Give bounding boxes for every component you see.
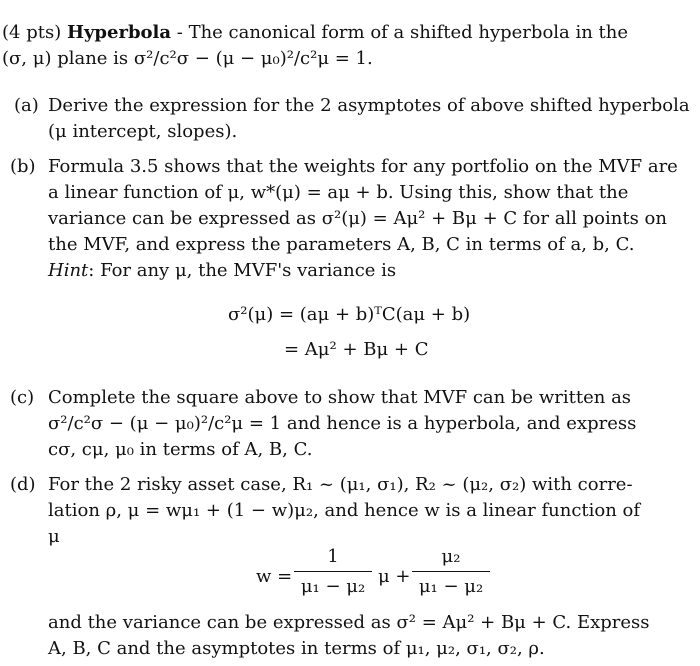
part-b-hint-line [48,260,396,282]
part-b-label: (b) [10,156,36,177]
part-b-equation-2: = Aμ² + Bμ + C [284,339,429,360]
part-b-equation-1: σ²(μ) = (aμ + b)ᵀC(aμ + b) [228,304,471,325]
part-a-label: (a) [14,95,39,116]
points-label: (4 pts) [2,22,62,43]
part-d-line-5: A, B, C and the asymptotes in terms of μ₁, μ₂, σ₁, σ₂, ρ. [48,638,545,659]
part-a-line-1: Derive the expression for the 2 asymptotes of above shifted hyperbola [48,95,690,116]
part-b-line-2: a linear function of μ, w*(μ) = aμ + b. Using this, show that the [48,182,629,203]
problem-header-line-2: (σ, μ) plane is σ²/c²σ − (μ − μ₀)²/c²μ = 1. [2,48,373,69]
part-d-eq-lhs: w = [256,566,293,587]
part-d-line-4: and the variance can be expressed as σ² = Aμ² + Bμ + C. Express [48,612,650,633]
part-c-label: (c) [10,387,35,408]
part-d-line-1: For the 2 risky asset case, R₁ ~ (μ₁, σ₁), R₂ ~ (μ₂, σ₂) with corre- [48,474,633,495]
part-d-eq-numerator-1: 1 [327,546,339,567]
problem-header-line-1 [2,22,628,44]
part-c-line-3: cσ, cμ, μ₀ in terms of A, B, C. [48,439,313,460]
part-b-line-3: variance can be expressed as σ²(μ) = Aμ² + Bμ + C for all points on [48,208,667,229]
part-c-line-2: σ²/c²σ − (μ − μ₀)²/c²μ = 1 and hence is a hyperbola, and express [48,413,637,434]
hint-text: : For any μ, the MVF's variance is [88,260,397,281]
part-d-eq-denominator-1: μ₁ − μ₂ [300,576,366,597]
part-b-line-1: Formula 3.5 shows that the weights for any portfolio on the MVF are [48,156,678,177]
part-d-eq-numerator-2: μ₂ [441,546,461,567]
part-c-line-1: Complete the square above to show that MVF can be written as [48,387,632,408]
part-d-eq-fraction-bar-1 [294,571,372,572]
header-text-1: - The canonical form of a shifted hyperbola in the [171,22,629,43]
part-d-eq-mid: μ + [378,566,411,587]
problem-title: Hyperbola [66,22,172,43]
hint-label: Hint [48,260,89,281]
part-d-label: (d) [10,474,36,495]
part-b-line-4: the MVF, and express the parameters A, B, C in terms of a, b, C. [48,234,635,255]
part-a-line-2: (μ intercept, slopes). [48,121,238,142]
part-d-line-3: μ [48,526,60,547]
part-d-eq-fraction-bar-2 [412,571,490,572]
part-d-line-2: lation ρ, μ = wμ₁ + (1 − w)μ₂, and hence w is a linear function of [48,500,641,521]
part-d-eq-denominator-2: μ₁ − μ₂ [418,576,484,597]
